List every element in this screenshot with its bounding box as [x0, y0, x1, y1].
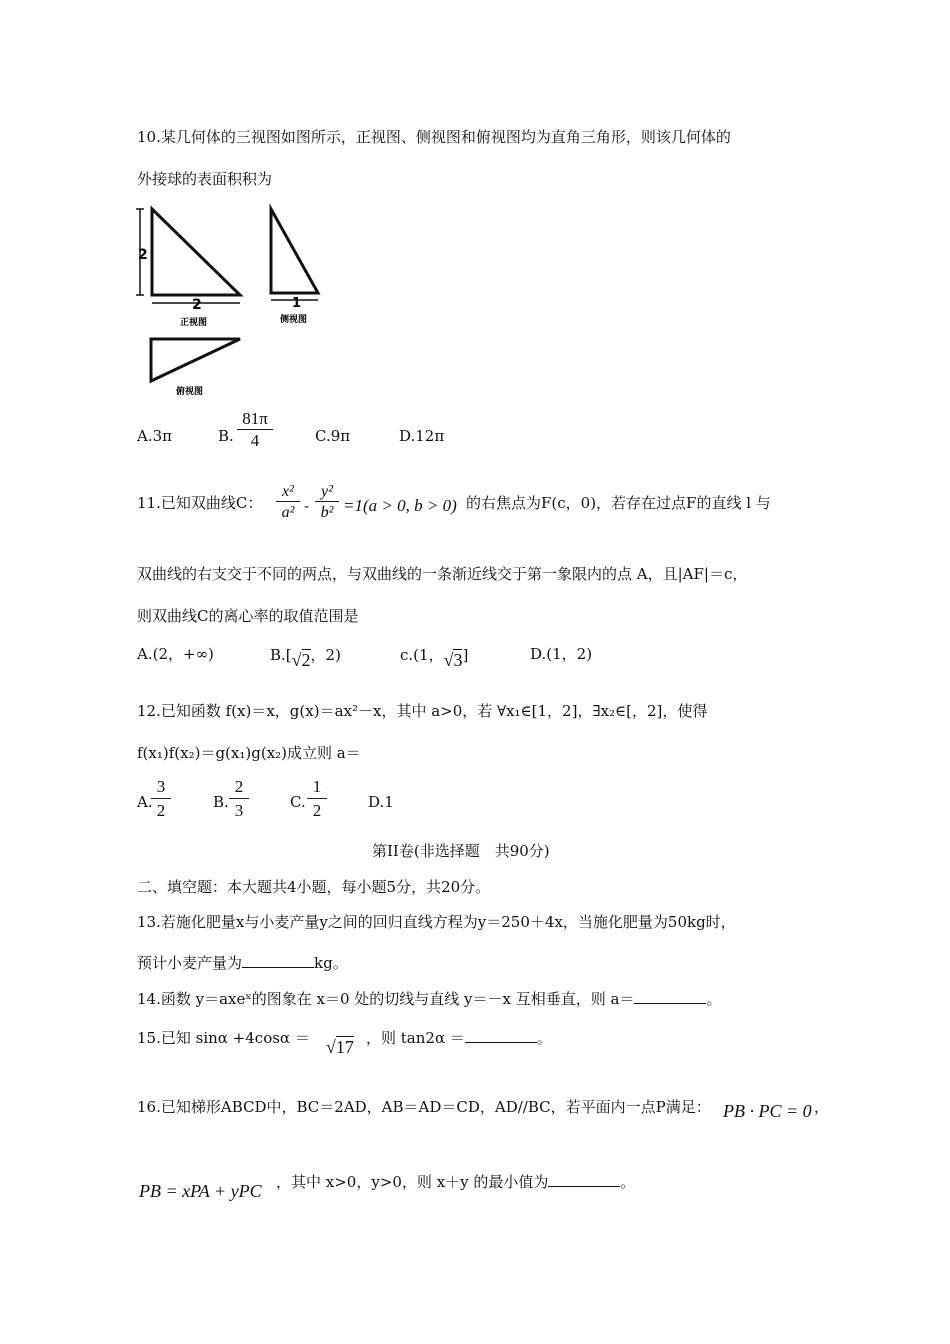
- q11-a-denominator: a²: [276, 501, 300, 523]
- q16-line2-suffix: 。: [620, 1173, 636, 1191]
- q15-text-suffix: 。: [536, 1029, 552, 1047]
- front-view-triangle: [136, 209, 240, 328]
- q11-option-c-radicand: 3: [453, 650, 463, 670]
- q12-text-line2: f(x₁)f(x₂)＝g(x₁)g(x₂)成立则 a＝: [137, 744, 361, 762]
- q12-option-c-denominator: 2: [307, 798, 327, 823]
- q12-option-b-denominator: 3: [229, 798, 249, 823]
- q14-text: [137, 989, 721, 1009]
- q16-formula-dot-product: PB · PC = 0: [723, 1101, 812, 1121]
- q16-answer-blank[interactable]: [548, 1172, 620, 1187]
- q15-answer-blank[interactable]: [465, 1028, 537, 1043]
- q12-option-b-numerator: 2: [234, 777, 244, 796]
- q13-answer-blank[interactable]: [242, 953, 314, 968]
- q10-text-line2: 外接球的表面积积为: [137, 170, 273, 188]
- q13-text-line2: [137, 953, 348, 973]
- q15-sqrt: √17: [326, 1037, 354, 1057]
- q12-option-b-fraction: [229, 776, 249, 823]
- q14-answer-blank[interactable]: [634, 989, 706, 1004]
- q11-y-fraction: [315, 482, 339, 523]
- q11-option-b-close: ，2): [310, 646, 341, 664]
- q12-option-b-prefix: B.: [213, 793, 229, 811]
- front-view-label: 正视图: [180, 318, 208, 328]
- q10-option-a: A.3π: [137, 427, 173, 445]
- q16-formula-vector: PB = xPA + yPC: [139, 1181, 262, 1201]
- q15-text-middle: ，则 tan2α ＝: [366, 1029, 465, 1047]
- q11-text-line2: 双曲线的右支交于不同的两点，与双曲线的一条渐近线交于第一象限内的点 A，且|AF|＝c，: [137, 565, 748, 583]
- q12-option-a-fraction: [151, 776, 171, 823]
- q10-option-b-prefix: B.: [218, 427, 234, 445]
- q10-option-b-fraction: [237, 409, 273, 452]
- q10-option-c: C.9π: [315, 427, 351, 445]
- q13-line2-suffix: kg。: [314, 954, 348, 972]
- q11-minus: -: [304, 497, 310, 515]
- q16-line2-prefix: ，其中 x>0，y>0，则 x＋y 的最小值为: [276, 1173, 549, 1191]
- q10-option-d: D.12π: [399, 427, 445, 445]
- q12-option-c-fraction: [307, 776, 327, 823]
- q10-option-b-numerator: 81π: [242, 409, 268, 428]
- q15-text-prefix: 15.已知 sinα +4cosα ＝: [137, 1029, 310, 1047]
- q13-text-line1: 13.若施化肥量x与小麦产量y之间的回归直线方程为y＝250＋4x，当施化肥量为50kg时，: [137, 913, 736, 931]
- q11-option-b-radicand: 2: [301, 650, 311, 670]
- q12-option-c-prefix: C.: [290, 793, 306, 811]
- q11-y-numerator: y²: [321, 483, 333, 500]
- top-view-triangle: [151, 339, 240, 397]
- q11-option-b-open: B.[: [270, 646, 292, 664]
- q11-option-c-close: ]: [462, 646, 469, 664]
- q11-option-b: B.[√2，2): [270, 646, 341, 670]
- q14-text-suffix: 。: [706, 990, 722, 1008]
- q11-option-c: c.(1，√3]: [400, 646, 469, 670]
- section2-heading: 二、填空题：本大题共4小题，每小题5分，共20分。: [137, 878, 491, 896]
- q11-condition: =1(a > 0, b > 0): [343, 496, 457, 515]
- q10-text-line1: 10.某几何体的三视图如图所示，正视图、侧视图和俯视图均为直角三角形，则该几何体的: [137, 128, 731, 146]
- q16-comma: ，: [814, 1098, 830, 1116]
- q12-text-line1: 12.已知函数 f(x)＝x，g(x)＝ax²－x，其中 a>0，若 ∀x₁∈[1，2]，∃x₂∈[，2]，使得: [137, 702, 708, 720]
- side-view-label: 侧视图: [280, 315, 308, 325]
- q12-option-a-prefix: A.: [137, 793, 153, 811]
- three-view-figure: [136, 203, 336, 398]
- q15-radicand: 17: [335, 1037, 354, 1057]
- top-view-label: 俯视图: [176, 387, 204, 397]
- side-width-label: 1: [292, 296, 302, 311]
- q11-b-denominator: b²: [315, 501, 339, 523]
- q12-option-c-numerator: 1: [312, 777, 322, 796]
- front-width-label: 2: [192, 297, 202, 313]
- front-height-label: 2: [138, 247, 148, 263]
- part2-title: 第II卷(非选择题 共90分): [372, 842, 550, 860]
- q11-option-d: D.(1，2): [530, 645, 593, 663]
- q12-option-d: D.1: [368, 793, 394, 811]
- q11-x-numerator: x²: [282, 483, 294, 500]
- q11-x-fraction: [276, 482, 300, 523]
- q12-option-a-denominator: 2: [151, 798, 171, 823]
- q11-text-line3: 则双曲线C的离心率的取值范围是: [137, 607, 359, 625]
- q14-text-prefix: 14.函数 y＝axeˣ的图象在 x＝0 处的切线与直线 y＝－x 互相垂直，则 a＝: [137, 990, 635, 1008]
- q11-suffix: 的右焦点为F(c，0)，若存在过点F的直线 l 与: [466, 494, 771, 512]
- q10-option-b-denominator: 4: [237, 429, 273, 452]
- q16-text-line1: 16.已知梯形ABCD中，BC＝2AD，AB＝AD＝CD，AD//BC，若平面内一点P满足：: [137, 1098, 711, 1116]
- q11-option-c-open: c.(1，: [400, 646, 444, 664]
- q16-text-line2: [276, 1172, 635, 1192]
- q15-text-rest: [366, 1028, 552, 1048]
- q12-option-a-numerator: 3: [156, 777, 166, 796]
- side-view-triangle: [271, 209, 318, 325]
- q11-option-a: A.(2，+∞): [137, 645, 214, 663]
- q13-line2-prefix: 预计小麦产量为: [137, 954, 243, 972]
- q11-prefix: 11.已知双曲线C：: [137, 494, 263, 512]
